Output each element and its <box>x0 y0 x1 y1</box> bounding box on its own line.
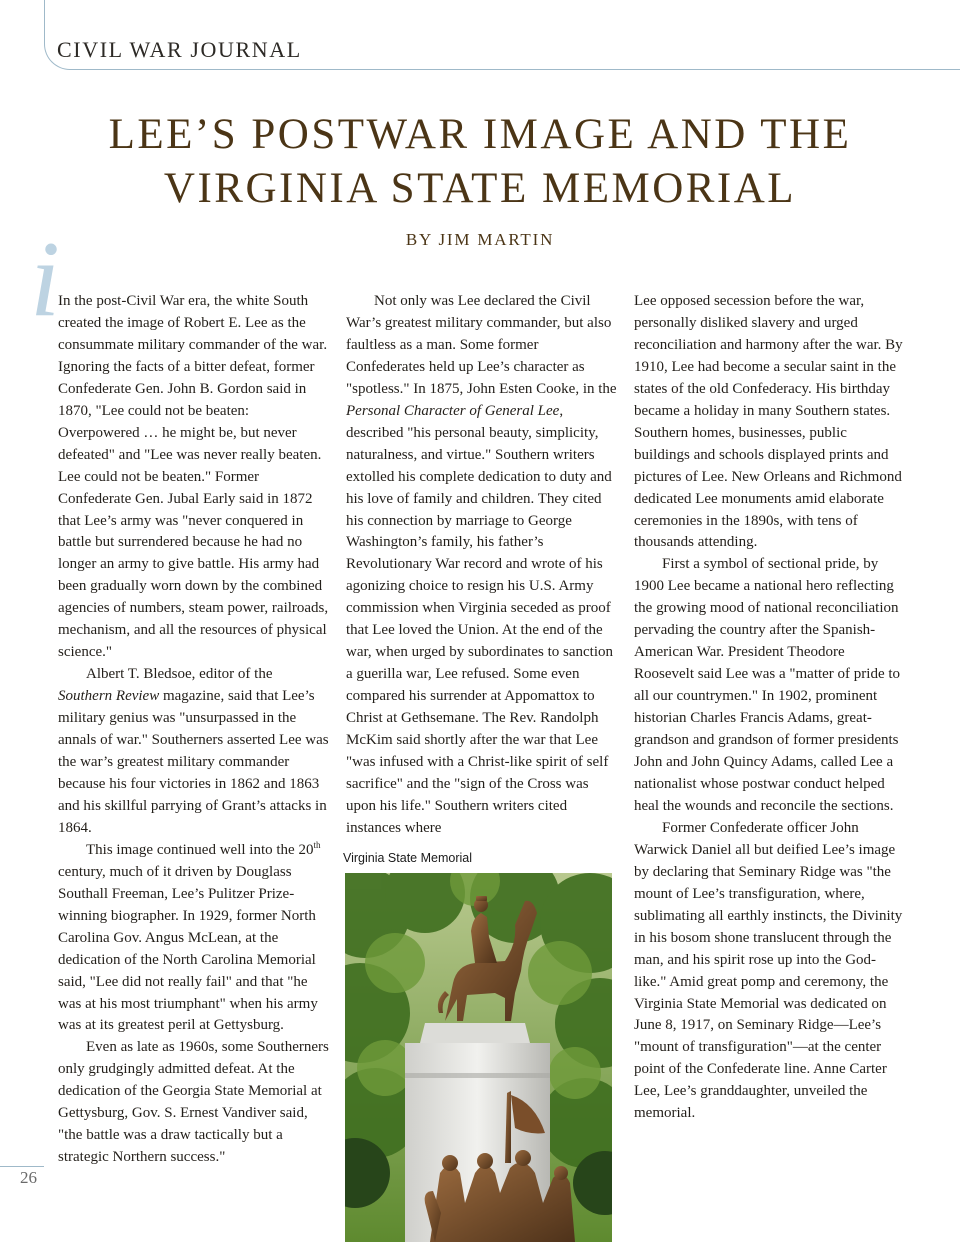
footer-rule <box>0 1166 44 1167</box>
col1-paragraph-1: In the post-Civil War era, the white South created the image of Robert E. Lee as the consummate military commander of the war. Ignoring the facts of a bitter defeat, former Confederate Gen. John B. Gordon said in 1870, "Lee could not be beaten: Overpowered … he might be, but never defeated" and "Lee was never really beaten. Lee could not be beaten." Former Confederate Gen. Jubal Early said in 1872 that Lee’s army was "never conquered in battle but surrendered because he had no longer an army to give battle. His army had been gradually worn down by the combined agencies of numbers, steam power, railroads, mechanism, and all the resources of physical science." <box>58 293 329 661</box>
photo-caption: Virginia State Memorial <box>343 851 472 865</box>
drop-cap: i <box>30 220 61 339</box>
column-3 <box>634 291 904 1125</box>
memorial-illustration <box>345 873 612 1242</box>
col2-paragraph-1: Not only was Lee declared the Civil War’s greatest military commander, but also faultless as a man. Some former Confederates held up Lee’s character as "spotless." In 1875, John Esten Cooke, in the Personal Character of General Lee, described "his personal beauty, simplicity, naturalness, and virtue." Southern writers extolled his complete dedication to duty and his love of family and children. They cited his connection by marriage to George Washington’s family, his father’s Revolutionary War record and wrote of his agonizing choice to resign his U.S. Army commission when Virginia seceded as proof that Lee loved the Union. At the end of the war, when urged by subordinates to sanction a guerilla war, Lee refused. Some even compared his surrender at Appomattox to Christ at Gethsemane. The Rev. Randolph McKim said shortly after the war that Lee "was infused with a Christ-like spirit of self sacrifice" and the "sign of the Cross was upon his life." Southern writers cited instances where <box>346 293 617 836</box>
column-2 <box>346 291 618 840</box>
memorial-photo <box>345 873 612 1242</box>
title-line-1: LEE’S POSTWAR IMAGE AND THE <box>108 111 852 158</box>
article-title <box>0 108 960 216</box>
title-line-2: VIRGINIA STATE MEMORIAL <box>163 165 797 212</box>
byline: BY JIM MARTIN <box>405 230 555 249</box>
col3-paragraph-1: Lee opposed secession before the war, personally disliked slavery and urged reconciliation and harmony after the war. By 1910, Lee had become a secular saint in the states of the old Confederacy. His birthday became a holiday in many Southern states. Southern homes, businesses, public buildings and schools displayed prints and pictures of Lee. New Orleans and Richmond dedicated Lee monuments amid elaborate ceremonies in the 1890s, with tens of thousands attending. <box>634 293 903 551</box>
col3-paragraph-3: Former Confederate officer John Warwick Daniel all but deified Lee’s image by declaring that Seminary Ridge was "the mount of Lee’s transfiguration, where, sublimating all earthly instincts, the Divinity in his bosom shone translucent through the man, and his spirit rose up into the God-like." Amid great pomp and ceremony, the Virginia State Memorial was dedicated on June 8, 1917, on Seminary Ridge—Lee’s "mount of transfiguration"—at the center point of the Confederate line. Anne Carter Lee, Lee’s granddaughter, unveiled the memorial. <box>634 819 903 1122</box>
page-number: 26 <box>20 1168 37 1187</box>
col1-paragraph-4: Even as late as 1960s, some Southerners only grudgingly admitted defeat. At the dedication of the Georgia State Memorial at Gettysburg, Gov. S. Ernest Vandiver said, "the battle was a draw tactically but a strategic Northern success." <box>58 1039 329 1166</box>
journal-name: CIVIL WAR JOURNAL <box>57 37 302 62</box>
column-1 <box>58 291 330 1169</box>
col3-paragraph-2: First a symbol of sectional pride, by 1900 Lee became a national hero reflecting the growing mood of national reconciliation pervading the country after the Spanish-American War. President Theodore Roosevelt said Lee was a "matter of pride to all our countrymen." In 1902, prominent historian Charles Francis Adams, great-grandson and grandson of former presidents John and John Quincy Adams, called Lee a nationalist whose postwar conduct helped heal the wounds and reconcile the sections. <box>634 556 901 814</box>
col1-paragraph-2: Albert T. Bledsoe, editor of the Southern Review magazine, said that Lee’s military genius was "unsurpassed in the annals of war." Southerners asserted Lee was the war’s greatest military commander because his four victories in 1862 and 1863 and his skillful parrying of Grant’s attacks in 1864. <box>58 666 329 836</box>
col1-paragraph-3: This image continued well into the 20th century, much of it driven by Douglass Southall Freeman, Lee’s Pulitzer Prize-winning biographer. In 1929, former North Carolina Gov. Angus McLean, at the dedication of the North Carolina Memorial said, "Lee did not really fail" and that "he was at his most triumphant" when his army was at its greatest peril at Gettysburg. <box>58 839 321 1034</box>
